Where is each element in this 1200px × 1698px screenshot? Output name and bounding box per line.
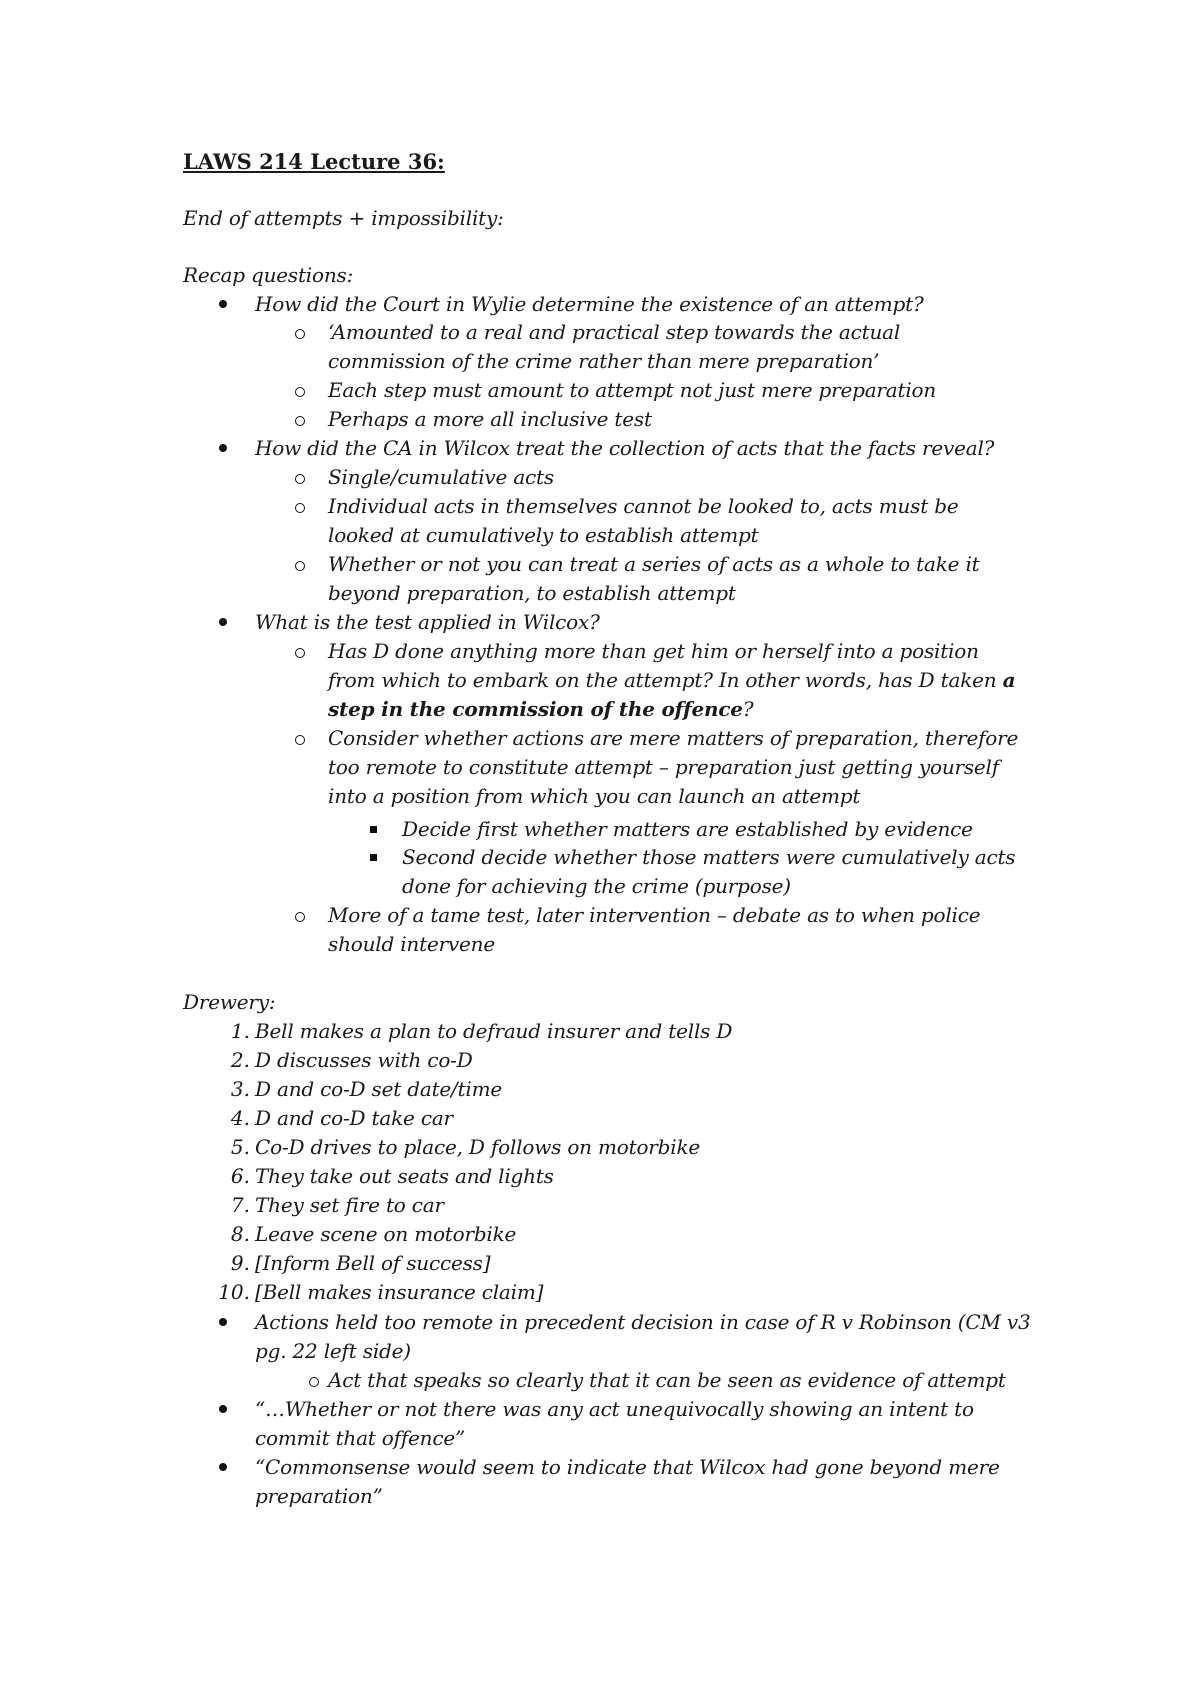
step-text: Bell makes a plan to defraud insurer and tells D — [255, 1019, 733, 1043]
step-text: Co-D drives to place, D follows on motorbike — [255, 1135, 701, 1159]
list-item: Individual acts in themselves cannot be looked to, acts must be — [328, 494, 959, 518]
bullet-icon — [219, 444, 227, 452]
step-text: They set fire to car — [255, 1193, 444, 1217]
list-item-continued — [328, 666, 1015, 694]
list-item: ‘Amounted to a real and practical step towards the actual — [328, 320, 901, 344]
step-number: 4. — [230, 1106, 250, 1130]
list-item-text: ? — [742, 697, 754, 721]
list-item: Actions held too remote in precedent decision in case of R v Robinson (CM v3 — [255, 1310, 1031, 1334]
drewery-heading: Drewery: — [183, 990, 276, 1014]
circle-bullet-icon — [295, 912, 305, 922]
list-item: Has D done anything more than get him or herself into a position — [328, 639, 979, 663]
list-item-continued: should intervene — [328, 932, 495, 956]
circle-bullet-icon — [295, 561, 305, 571]
list-item: Single/cumulative acts — [328, 465, 554, 489]
recap-question-3: What is the test applied in Wilcox? — [255, 610, 600, 634]
step-text: D and co-D take car — [255, 1106, 453, 1130]
step-number: 9. — [230, 1251, 250, 1275]
recap-question-1: How did the Court in Wylie determine the existence of an attempt? — [255, 292, 924, 316]
step-number: 5. — [230, 1135, 250, 1159]
circle-bullet-icon — [295, 503, 305, 513]
list-item: Each step must amount to attempt not just mere preparation — [328, 378, 937, 402]
square-bullet-icon — [370, 826, 377, 833]
step-text: Leave scene on motorbike — [255, 1222, 517, 1246]
step-number: 7. — [230, 1193, 250, 1217]
list-item-continued: beyond preparation, to establish attempt — [328, 581, 736, 605]
sub-list-item-continued: done for achieving the crime (purpose) — [402, 874, 791, 898]
emphasis-text: step in the commission of the offence — [328, 697, 743, 721]
square-bullet-icon — [370, 854, 377, 861]
bullet-icon — [219, 1463, 227, 1471]
quote-item-continued: preparation” — [255, 1484, 383, 1508]
step-number: 3. — [230, 1077, 250, 1101]
circle-bullet-icon — [295, 474, 305, 484]
recap-question-2: How did the CA in Wilcox treat the collection of acts that the facts reveal? — [255, 436, 995, 460]
circle-bullet-icon — [295, 735, 305, 745]
list-item: More of a tame test, later intervention – debate as to when police — [328, 903, 981, 927]
list-item-continued: pg. 22 left side) — [255, 1339, 411, 1363]
bullet-icon — [219, 1318, 227, 1326]
circle-bullet-icon — [295, 648, 305, 658]
circle-bullet-icon — [295, 416, 305, 426]
list-item-continued: into a position from which you can launch an attempt — [328, 784, 861, 808]
step-text: [Bell makes insurance claim] — [255, 1280, 544, 1304]
list-item: Perhaps a more all inclusive test — [328, 407, 652, 431]
recap-heading: Recap questions: — [183, 263, 354, 287]
subtitle: End of attempts + impossibility: — [183, 206, 504, 230]
step-number: 2. — [230, 1048, 250, 1072]
quote-item-continued: commit that offence” — [255, 1426, 466, 1450]
sub-list-item: Second decide whether those matters were cumulatively acts — [402, 845, 1016, 869]
quote-item: “Commonsense would seem to indicate that Wilcox had gone beyond mere — [255, 1455, 1000, 1479]
sub-list-item: Act that speaks so clearly that it can be seen as evidence of attempt — [328, 1368, 1006, 1392]
circle-bullet-icon — [295, 329, 305, 339]
quote-item: “…Whether or not there was any act unequivocally showing an intent to — [255, 1397, 974, 1421]
bullet-icon — [219, 618, 227, 626]
circle-bullet-icon — [309, 1377, 319, 1387]
list-item: Consider whether actions are mere matters of preparation, therefore — [328, 726, 1019, 750]
sub-list-item: Decide first whether matters are established by evidence — [402, 817, 973, 841]
list-item: Whether or not you can treat a series of acts as a whole to take it — [328, 552, 980, 576]
step-number: 10. — [218, 1280, 250, 1304]
bullet-icon — [219, 300, 227, 308]
step-text: D and co-D set date/time — [255, 1077, 503, 1101]
list-item-continued — [328, 695, 753, 723]
list-item-continued: commission of the crime rather than mere preparation’ — [328, 349, 880, 373]
circle-bullet-icon — [295, 387, 305, 397]
step-number: 8. — [230, 1222, 250, 1246]
step-text: [Inform Bell of success] — [255, 1251, 491, 1275]
page-title: LAWS 214 Lecture 36: — [183, 149, 445, 174]
emphasis-text: a — [1002, 668, 1016, 692]
list-item-text: from which to embark on the attempt? In other words, has D taken — [328, 668, 997, 692]
step-number: 1. — [230, 1019, 250, 1043]
step-number: 6. — [230, 1164, 250, 1188]
list-item-continued: too remote to constitute attempt – preparation just getting yourself — [328, 755, 999, 779]
bullet-icon — [219, 1405, 227, 1413]
list-item-continued: looked at cumulatively to establish attempt — [328, 523, 759, 547]
step-text: They take out seats and lights — [255, 1164, 554, 1188]
step-text: D discusses with co-D — [255, 1048, 473, 1072]
